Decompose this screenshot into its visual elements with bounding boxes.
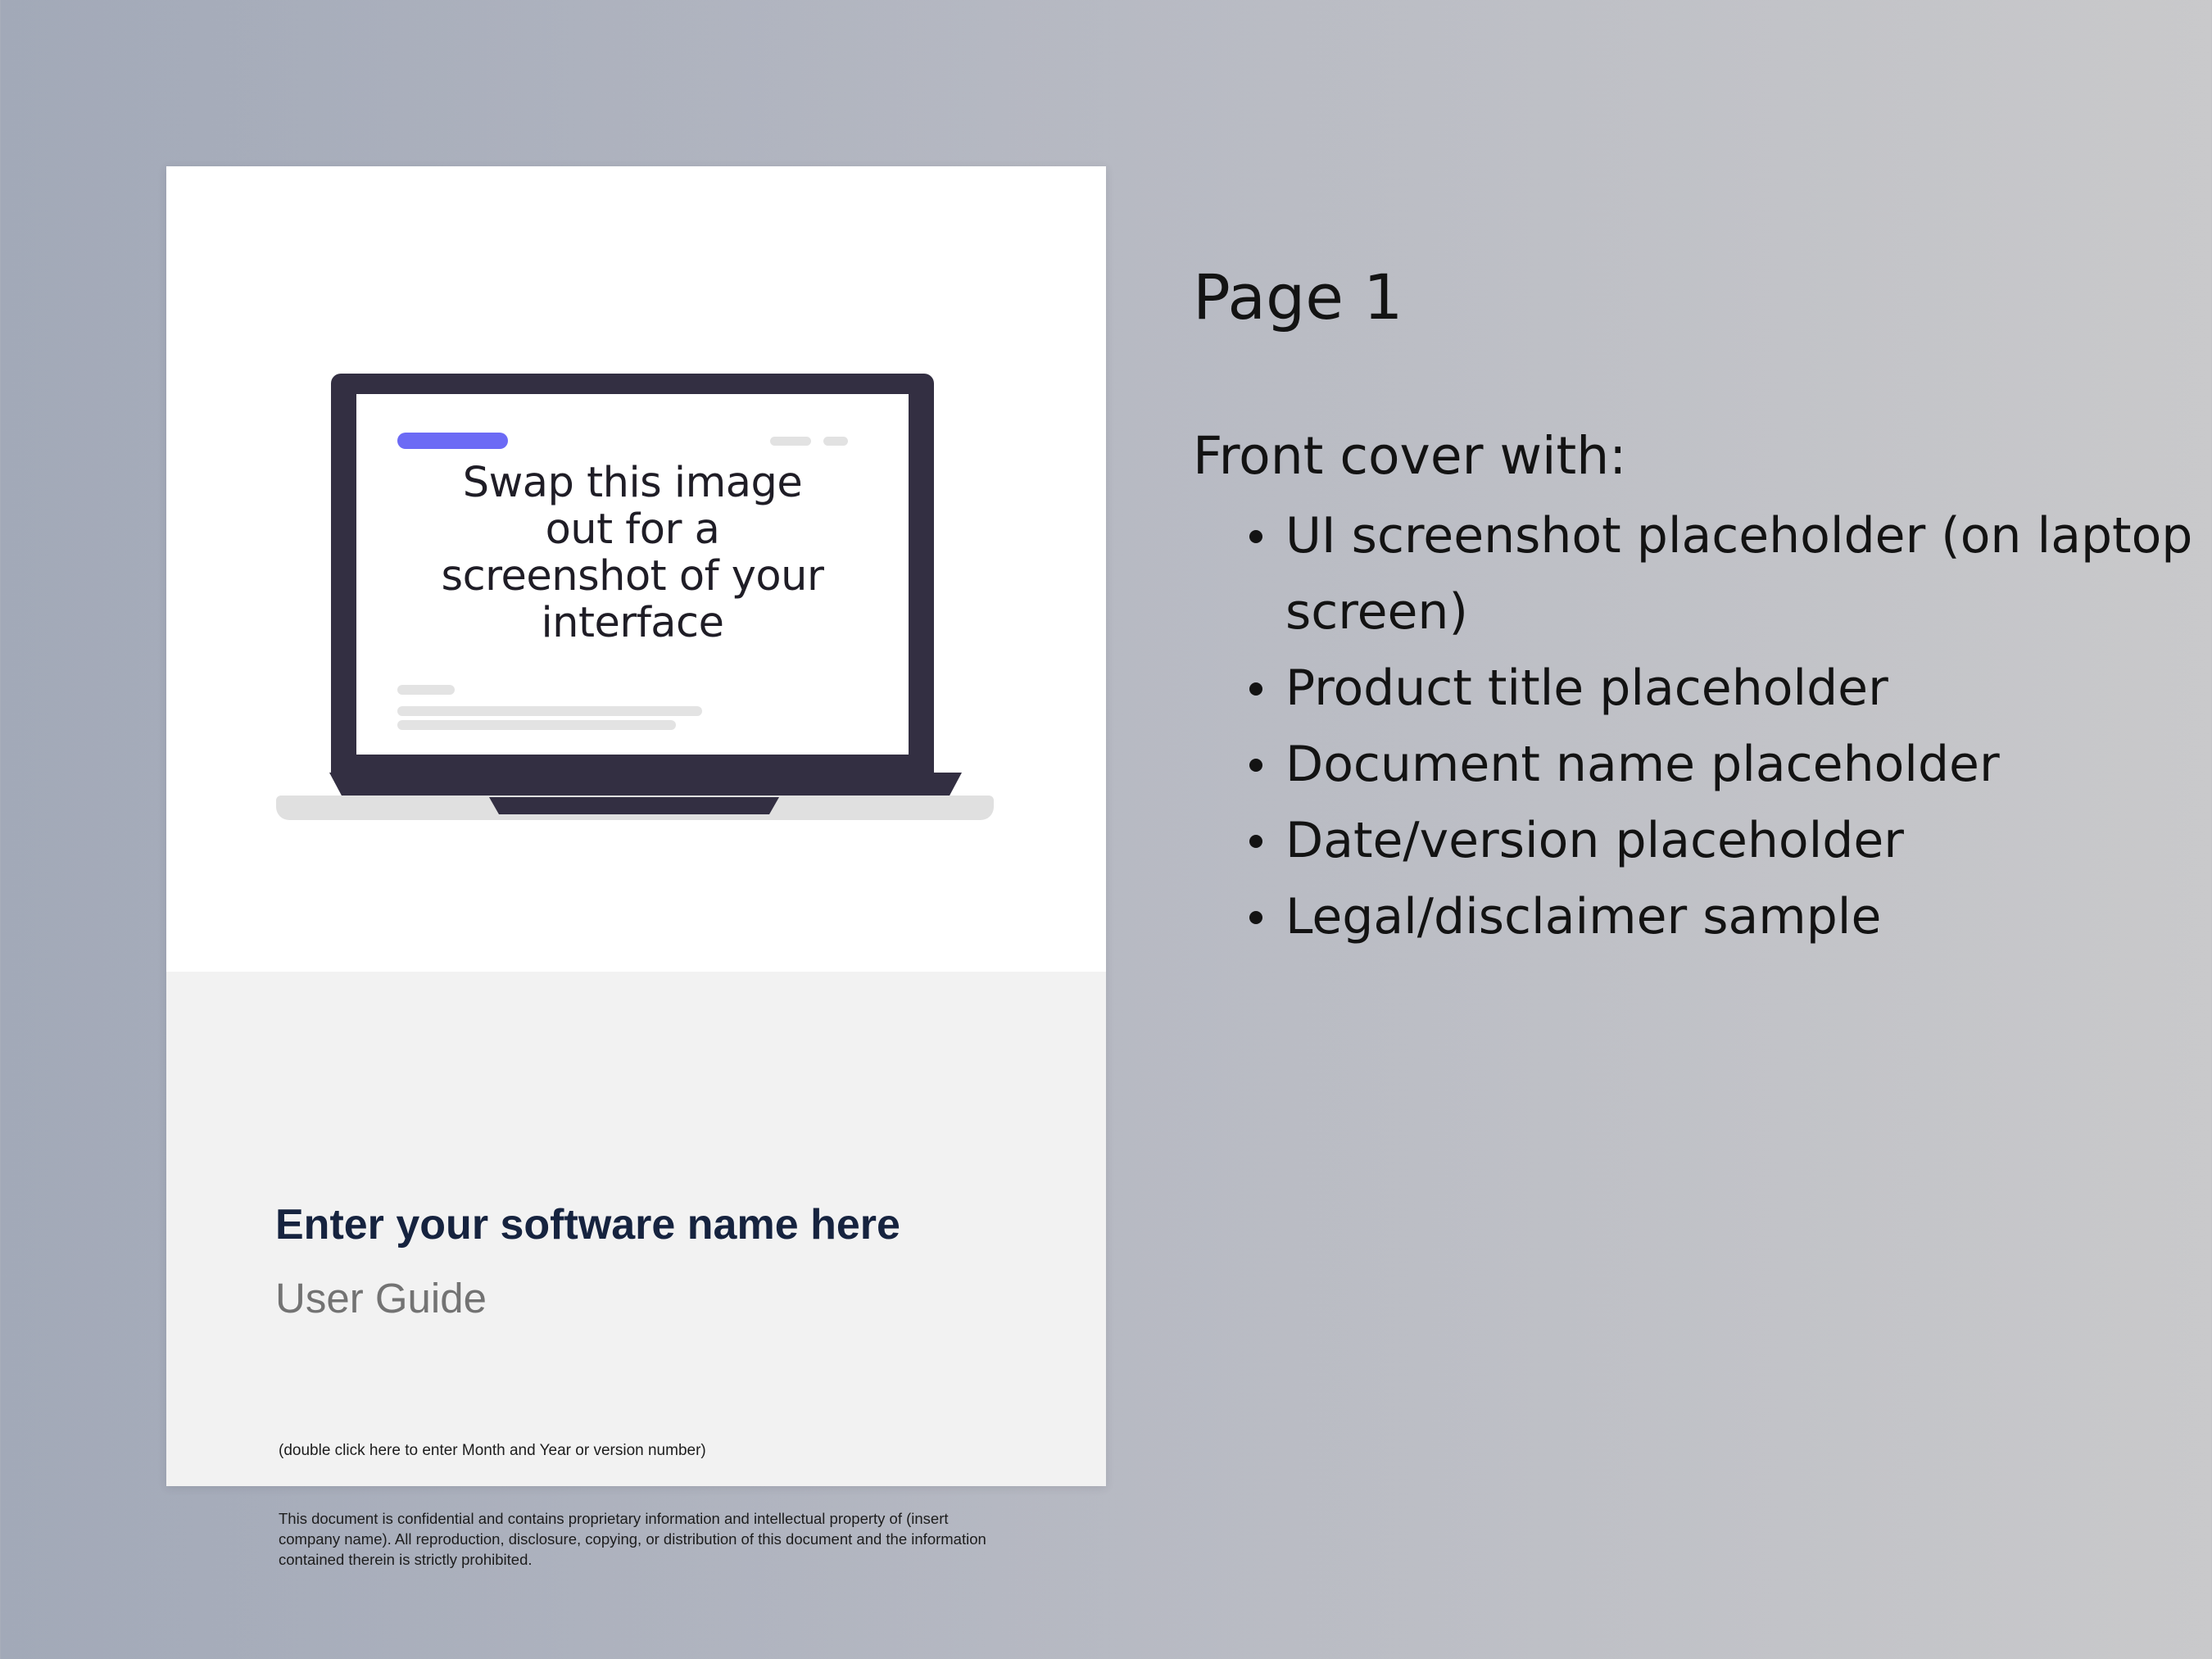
screen-nav-dash [770, 437, 811, 446]
screen-placeholder-text: Swap this image out for a screenshot of your interface [441, 459, 824, 647]
cover-image-area [166, 166, 1106, 972]
feature-list [1193, 498, 2212, 955]
screen-nav-dash [823, 437, 848, 446]
screen-text-line [397, 706, 702, 716]
description-intro: Front cover with: [1193, 426, 1627, 486]
legal-disclaimer-text: This document is confidential and contains proprietary information and intellectual property of (insert company name). All reproduction, disclosure, copying, or distribution of this document and the information contained therein is strictly prohibited. [279, 1510, 986, 1568]
list-item: Document name placeholder [1285, 727, 2212, 803]
list-item: Date/version placeholder [1285, 803, 2212, 879]
screen-text-line [397, 720, 676, 730]
list-item: UI screenshot placeholder (on laptop screen) [1285, 498, 2212, 650]
document-cover-page [166, 166, 1106, 1568]
page-title: Page 1 [1193, 261, 1403, 333]
list-item: Product title placeholder [1285, 650, 2212, 727]
laptop-keyboard-edge [489, 797, 779, 814]
laptop-hinge [329, 773, 962, 797]
screen-text-line [397, 685, 455, 695]
date-version-placeholder[interactable]: (double click here to enter Month and Year or version number) [279, 1442, 706, 1459]
ui-screenshot-placeholder[interactable] [356, 394, 909, 755]
list-item: Legal/disclaimer sample [1285, 879, 2212, 955]
screen-accent-bar [397, 433, 508, 449]
product-title-placeholder[interactable]: Enter your software name here [275, 1201, 900, 1249]
document-name-placeholder[interactable]: User Guide [275, 1275, 487, 1321]
